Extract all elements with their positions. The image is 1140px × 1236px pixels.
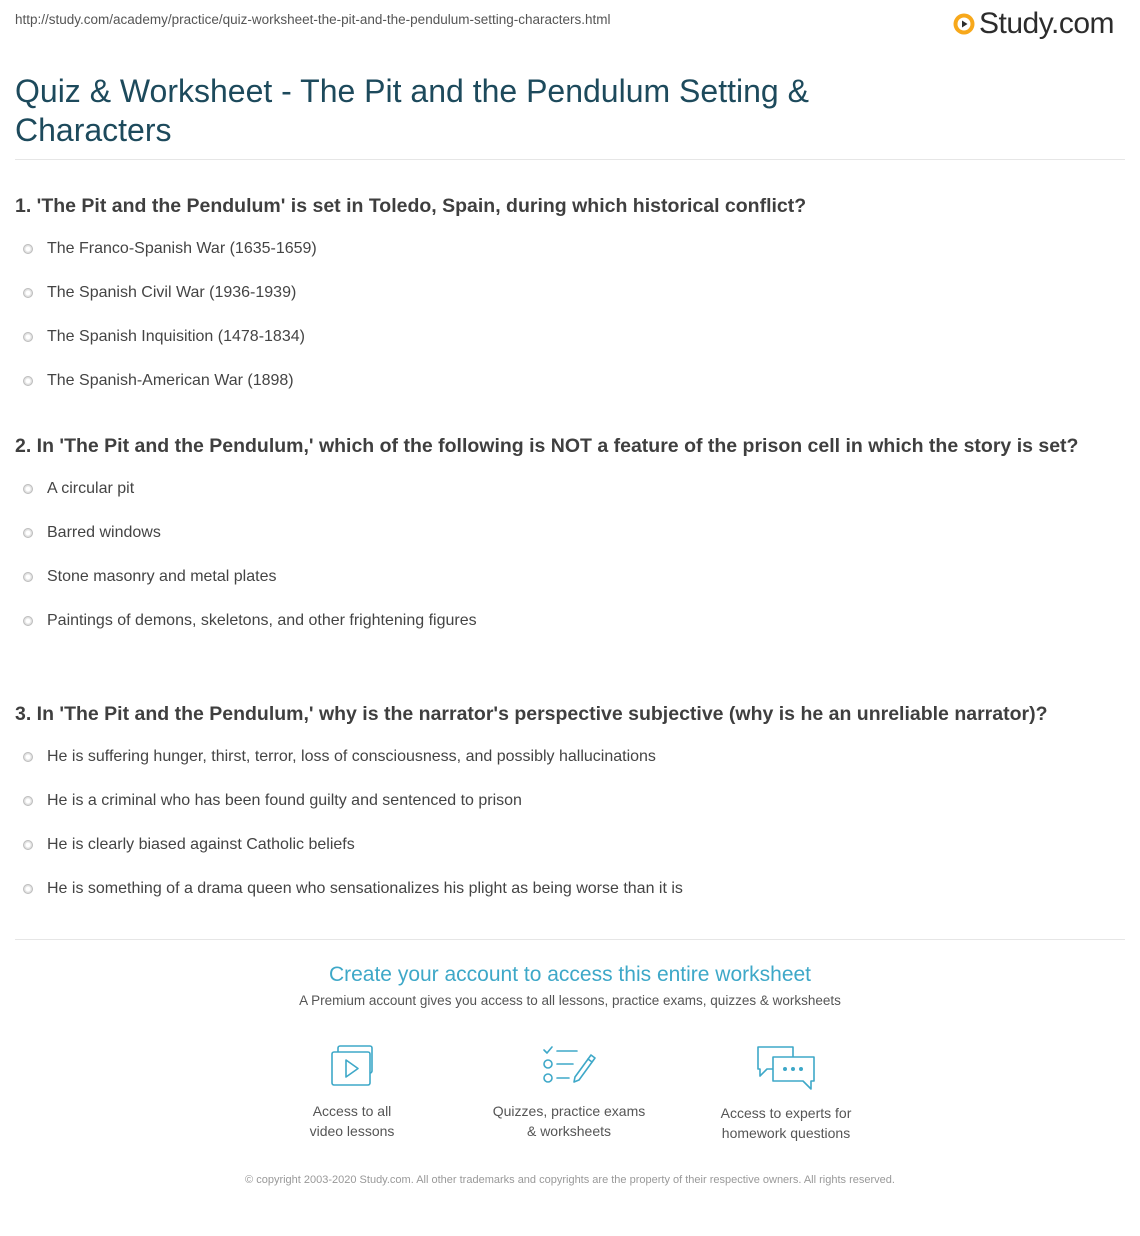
- question-text: 2. In 'The Pit and the Pendulum,' which of the following is NOT a feature of the prison cell in which the story is set?: [15, 435, 1079, 457]
- answer-label: The Spanish-American War (1898): [47, 372, 294, 389]
- divider: [15, 939, 1125, 940]
- answer-option[interactable]: [15, 779, 1125, 823]
- copyright-notice: © copyright 2003-2020 Study.com. All other trademarks and copyrights are the property of their respective owners. All rights reserved.: [245, 1174, 895, 1186]
- answer-options: [15, 735, 1125, 911]
- question-text: 3. In 'The Pit and the Pendulum,' why is the narrator's perspective subjective (why is he an unreliable narrator)?: [15, 703, 1048, 725]
- answer-option[interactable]: [15, 555, 1125, 599]
- answer-option[interactable]: [15, 735, 1125, 779]
- chat-bubbles-icon: [753, 1043, 819, 1091]
- answer-label: The Spanish Inquisition (1478-1834): [47, 328, 305, 345]
- feature-label: Quizzes, practice exams & worksheets: [492, 1103, 646, 1139]
- radio-button[interactable]: [23, 616, 33, 626]
- question-3: [15, 700, 1125, 911]
- logo-text: Study.com: [979, 7, 1114, 40]
- question-2: [15, 432, 1125, 643]
- radio-button[interactable]: [23, 752, 33, 762]
- answer-option[interactable]: [15, 227, 1125, 271]
- radio-button[interactable]: [23, 244, 33, 254]
- radio-button[interactable]: [23, 376, 33, 386]
- feature-experts: [686, 1043, 886, 1143]
- answer-label: A circular pit: [47, 480, 135, 497]
- divider: [15, 159, 1125, 160]
- checklist-icon: [539, 1043, 599, 1089]
- answer-option[interactable]: [15, 599, 1125, 643]
- feature-quizzes: [469, 1043, 669, 1141]
- answer-options: [15, 467, 1125, 643]
- feature-video-lessons: [252, 1043, 452, 1141]
- cta-subtitle: A Premium account gives you access to all lessons, practice exams, quizzes & worksheets: [299, 993, 841, 1008]
- radio-button[interactable]: [23, 288, 33, 298]
- feature-label: Access to all video lessons: [309, 1103, 395, 1139]
- answer-label: He is something of a drama queen who sensationalizes his plight as being worse than it is: [47, 880, 683, 897]
- radio-button[interactable]: [23, 884, 33, 894]
- answer-label: Stone masonry and metal plates: [47, 568, 277, 585]
- video-lessons-icon: [324, 1043, 380, 1089]
- question-1: [15, 192, 1125, 403]
- radio-button[interactable]: [23, 332, 33, 342]
- answer-option[interactable]: [15, 823, 1125, 867]
- answer-option[interactable]: [15, 867, 1125, 911]
- top-bar: [0, 0, 1140, 50]
- answer-option[interactable]: [15, 467, 1125, 511]
- create-account-link[interactable]: Create your account to access this entire worksheet: [328, 963, 812, 986]
- radio-button[interactable]: [23, 528, 33, 538]
- answer-option[interactable]: [15, 315, 1125, 359]
- answer-label: He is suffering hunger, thirst, terror, loss of consciousness, and possibly hallucinations: [47, 748, 656, 765]
- answer-option[interactable]: [15, 359, 1125, 403]
- answer-label: He is clearly biased against Catholic beliefs: [47, 836, 355, 853]
- feature-label: Access to experts for homework questions: [720, 1105, 852, 1141]
- radio-button[interactable]: [23, 840, 33, 850]
- study-logo[interactable]: [952, 6, 1114, 42]
- question-text: 1. 'The Pit and the Pendulum' is set in Toledo, Spain, during which historical conflict?: [15, 195, 807, 217]
- answer-option[interactable]: [15, 511, 1125, 555]
- answer-option[interactable]: [15, 271, 1125, 315]
- answer-label: He is a criminal who has been found guilty and sentenced to prison: [47, 792, 522, 809]
- answer-label: Barred windows: [47, 524, 161, 541]
- radio-button[interactable]: [23, 484, 33, 494]
- answer-label: The Franco-Spanish War (1635-1659): [47, 240, 317, 257]
- signup-cta: [0, 962, 1140, 1008]
- radio-button[interactable]: [23, 572, 33, 582]
- page-url: http://study.com/academy/practice/quiz-worksheet-the-pit-and-the-pendulum-setting-characters.html: [15, 12, 611, 27]
- page-title: Quiz & Worksheet - The Pit and the Pendulum Setting & Characters: [15, 73, 809, 148]
- radio-button[interactable]: [23, 796, 33, 806]
- answer-options: [15, 227, 1125, 403]
- answer-label: The Spanish Civil War (1936-1939): [47, 284, 297, 301]
- play-circle-icon: [952, 12, 976, 36]
- answer-label: Paintings of demons, skeletons, and other frightening figures: [47, 612, 477, 629]
